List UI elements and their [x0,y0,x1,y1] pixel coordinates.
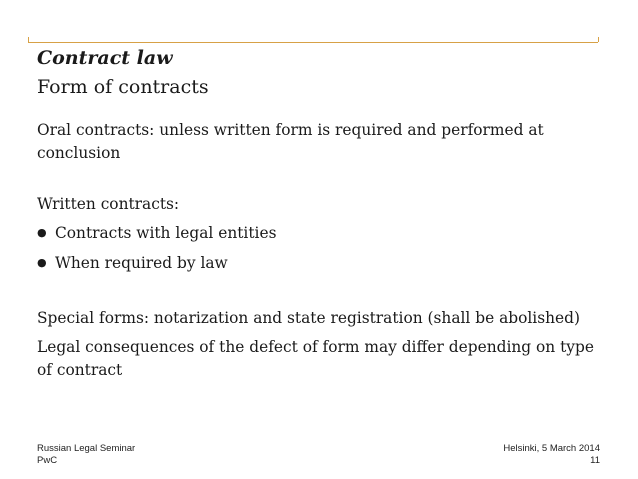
slide-title: Contract law [37,47,173,69]
special-forms-text: Special forms: notarization and state registration (shall be abolished) [37,309,581,327]
bullet-text: When required by law [55,254,228,272]
footer-seminar-name: Russian Legal Seminar [37,443,136,454]
header-rule-right-tick [598,37,599,42]
slide-content [37,119,597,382]
oral-contracts-text: Oral contracts: unless written form is required and performed at conclusion [37,121,544,162]
written-contracts-heading: Written contracts: [37,195,180,213]
header-rule [28,42,598,43]
legal-consequences-text: Legal consequences of the defect of form may differ depending on type of contract [37,338,594,379]
footer-page-number: 11 [590,455,600,466]
bullet-item [37,252,597,276]
bullet-dot-icon: ● [37,226,47,239]
bullet-text: Contracts with legal entities [55,224,277,242]
bullet-item [37,222,597,246]
footer-place-date: Helsinki, 5 March 2014 [503,443,600,454]
footer-company: PwC [37,455,58,466]
slide-subtitle: Form of contracts [37,76,209,98]
bullet-dot-icon: ● [37,256,47,269]
